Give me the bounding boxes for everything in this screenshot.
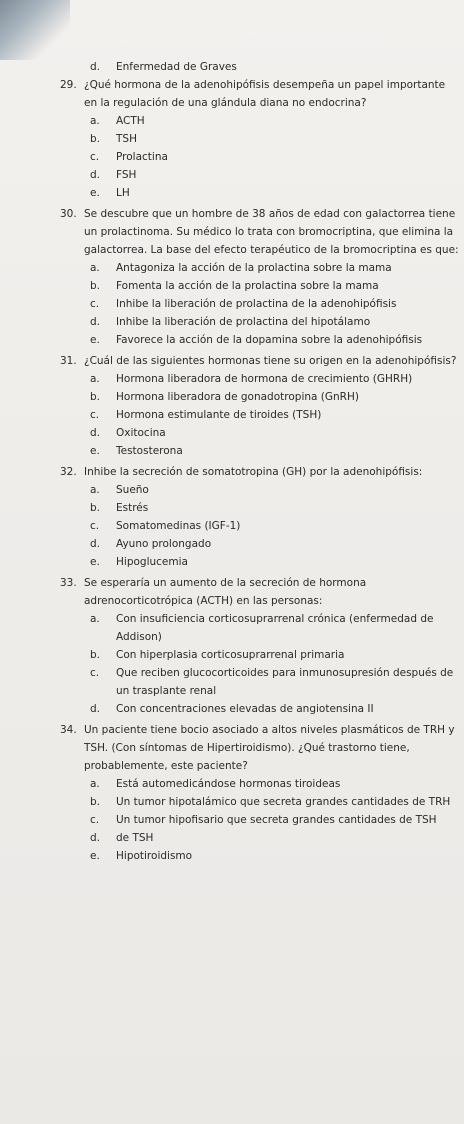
answer-option [60, 277, 460, 295]
background-corner [0, 0, 70, 60]
option-text: de TSH [116, 832, 154, 844]
option-text: Hipotiroidismo [116, 850, 193, 862]
answer-option [60, 775, 460, 793]
option-letter: c. [90, 520, 100, 532]
answer-option [60, 793, 460, 811]
option-letter: b. [90, 280, 101, 292]
option-letter: b. [90, 649, 101, 661]
option-letter: a. [90, 373, 100, 385]
question-number: 31. [60, 355, 77, 367]
option-letter: d. [90, 169, 101, 181]
option-letter: d. [90, 703, 101, 715]
question-text: Un paciente tiene bocio asociado a altos niveles plasmáticos de TRH y TSH. (Con síntomas de Hipertiroidismo). ¿Qué trastorno tiene, probablemente, este paciente? [84, 724, 455, 772]
option-text: LH [116, 187, 130, 199]
answer-option [60, 811, 460, 829]
answer-option [60, 829, 460, 847]
answer-option [60, 184, 460, 202]
option-text: Estrés [116, 502, 149, 514]
answer-option [60, 610, 460, 646]
option-letter: a. [90, 262, 100, 274]
question-list [60, 76, 460, 865]
option-text: ACTH [116, 115, 145, 127]
lead-option [60, 58, 460, 76]
option-list [60, 610, 460, 718]
option-list [60, 259, 460, 349]
answer-option [60, 499, 460, 517]
question-33 [60, 574, 460, 718]
question-31 [60, 352, 460, 460]
question-text: Se esperaría un aumento de la secreción de hormona adrenocorticotrópica (ACTH) en las personas: [84, 577, 367, 607]
answer-option [60, 388, 460, 406]
question-text: ¿Qué hormona de la adenohipófisis desempeña un papel importante en la regulación de una glándula diana no endocrina? [84, 79, 446, 109]
option-letter: e. [90, 445, 100, 457]
answer-option [60, 847, 460, 865]
option-text: Favorece la acción de la dopamina sobre la adenohipófisis [116, 334, 423, 346]
option-letter: a. [90, 778, 100, 790]
question-header [60, 205, 460, 259]
option-text: Un tumor hipofisario que secreta grandes cantidades de TSH [116, 814, 437, 826]
option-text: TSH [116, 133, 137, 145]
option-letter: a. [90, 613, 100, 625]
option-letter: e. [90, 556, 100, 568]
option-text: Oxitocina [116, 427, 166, 439]
option-letter: c. [90, 298, 100, 310]
option-text: Inhibe la liberación de prolactina de la adenohipófisis [116, 298, 397, 310]
option-text: Con concentraciones elevadas de angiotensina II [116, 703, 374, 715]
option-letter: c. [90, 409, 100, 421]
option-letter: b. [90, 391, 101, 403]
option-letter: b. [90, 502, 101, 514]
option-text: Fomenta la acción de la prolactina sobre la mama [116, 280, 379, 292]
answer-option [60, 553, 460, 571]
answer-option [60, 664, 460, 700]
answer-option [60, 646, 460, 664]
option-text: Hormona estimulante de tiroides (TSH) [116, 409, 322, 421]
option-letter: b. [90, 133, 101, 145]
option-text: Hormona liberadora de hormona de crecimiento (GHRH) [116, 373, 413, 385]
question-number: 32. [60, 466, 77, 478]
question-header [60, 574, 460, 610]
option-text: Inhibe la liberación de prolactina del hipotálamo [116, 316, 371, 328]
answer-option [60, 259, 460, 277]
question-34 [60, 721, 460, 865]
option-text: Que reciben glucocorticoides para inmunosupresión después de un trasplante renal [116, 667, 454, 697]
question-text: Inhibe la secreción de somatotropina (GH) por la adenohipófisis: [84, 466, 423, 478]
question-header [60, 721, 460, 775]
question-number: 34. [60, 724, 77, 736]
option-text: Prolactina [116, 151, 168, 163]
option-list [60, 775, 460, 865]
answer-option [60, 442, 460, 460]
question-header [60, 352, 460, 370]
option-text: Antagoniza la acción de la prolactina sobre la mama [116, 262, 392, 274]
answer-option [60, 148, 460, 166]
option-letter: c. [90, 151, 100, 163]
question-number: 29. [60, 79, 77, 91]
answer-option [60, 370, 460, 388]
question-text: ¿Cuál de las siguientes hormonas tiene su origen en la adenohipófisis? [84, 355, 457, 367]
option-letter: d. [90, 61, 101, 73]
question-32 [60, 463, 460, 571]
answer-option [60, 166, 460, 184]
option-text: Un tumor hipotalámico que secreta grandes cantidades de TRH [116, 796, 451, 808]
option-text: Sueño [116, 484, 149, 496]
option-text: Hipoglucemia [116, 556, 188, 568]
option-text: Testosterona [116, 445, 183, 457]
question-30 [60, 205, 460, 349]
answer-option [60, 481, 460, 499]
option-letter: a. [90, 484, 100, 496]
exam-page [60, 58, 460, 868]
option-letter: e. [90, 850, 100, 862]
option-letter: d. [90, 538, 101, 550]
option-text: Con hiperplasia corticosuprarrenal primaria [116, 649, 345, 661]
option-letter: d. [90, 316, 101, 328]
option-text: Ayuno prolongado [116, 538, 212, 550]
option-list [60, 370, 460, 460]
question-header [60, 463, 460, 481]
option-text: Está automedicándose hormonas tiroideas [116, 778, 341, 790]
answer-option [60, 313, 460, 331]
answer-option [60, 112, 460, 130]
answer-option [60, 535, 460, 553]
option-letter: d. [90, 427, 101, 439]
answer-option [60, 700, 460, 718]
option-letter: e. [90, 187, 100, 199]
option-letter: d. [90, 832, 101, 844]
option-text: FSH [116, 169, 137, 181]
option-letter: e. [90, 334, 100, 346]
question-29 [60, 76, 460, 202]
option-letter: c. [90, 814, 100, 826]
question-number: 33. [60, 577, 77, 589]
option-letter: c. [90, 667, 100, 679]
option-text: Enfermedad de Graves [116, 61, 237, 73]
option-letter: b. [90, 796, 101, 808]
option-text: Hormona liberadora de gonadotropina (GnRH) [116, 391, 359, 403]
question-text: Se descubre que un hombre de 38 años de edad con galactorrea tiene un prolactinoma. Su médico lo trata con bromocriptina, que elimina la galactorrea. La base del efecto terapéutico de la bromocriptina es que: [84, 208, 459, 256]
option-text: Somatomedinas (IGF-1) [116, 520, 241, 532]
option-letter: a. [90, 115, 100, 127]
option-list [60, 481, 460, 571]
answer-option [60, 406, 460, 424]
question-number: 30. [60, 208, 77, 220]
answer-option [60, 130, 460, 148]
question-header [60, 76, 460, 112]
option-text: Con insuficiencia corticosuprarrenal crónica (enfermedad de Addison) [116, 613, 434, 643]
answer-option [60, 295, 460, 313]
answer-option [60, 424, 460, 442]
answer-option [60, 517, 460, 535]
option-list [60, 112, 460, 202]
answer-option [60, 331, 460, 349]
